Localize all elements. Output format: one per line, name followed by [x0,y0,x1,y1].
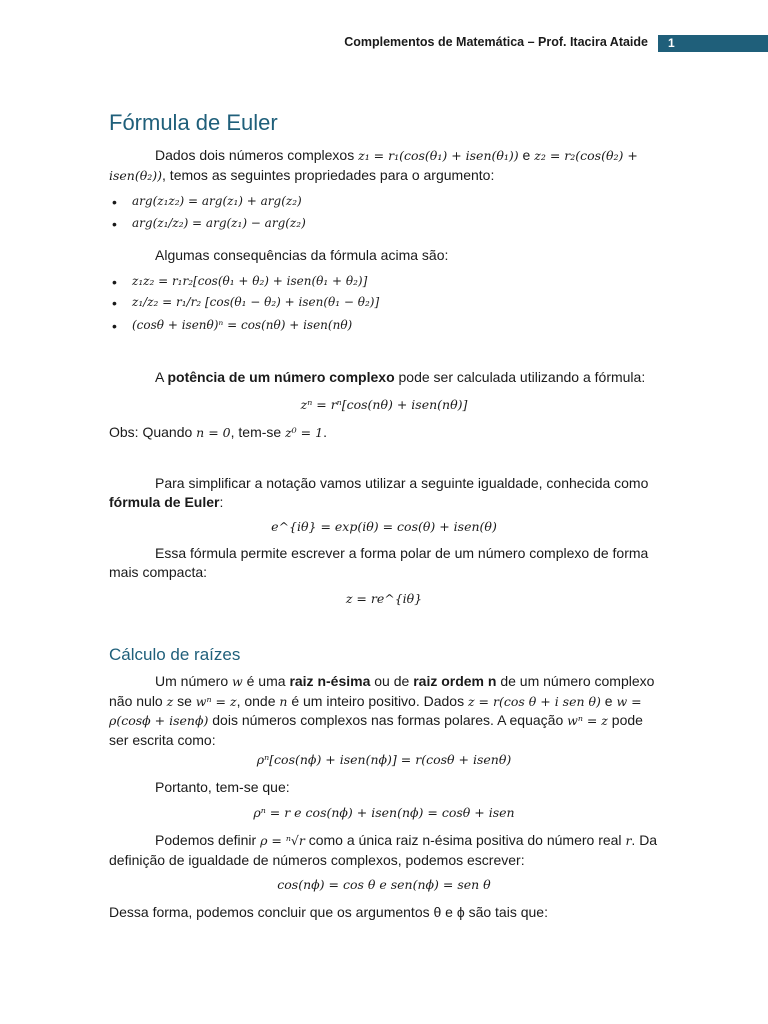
consequence-1: • z₁z₂ = r₁r₂[cos(θ₁ + θ₂) + isen(θ₁ + θ₂)] [112,274,368,290]
intro-paragraph: Dados dois números complexos z₁ = r₁(cos(θ₁) + isen(θ₁)) e z₂ = r₂(cos(θ₂) + isen(θ₂)), temos as seguintes propriedades para o argumento: [109,147,638,183]
euler-paragraph: Para simplificar a notação vamos utilizar a seguinte igualdade, conhecida como fórmula de Euler: [109,475,649,510]
polar-paragraph: Essa fórmula permite escrever a forma polar de um número complexo de forma mais compacta: [109,545,649,580]
consequences-text: Algumas consequências da fórmula acima são: [155,247,449,263]
portanto-text: Portanto, tem-se que: [155,779,290,795]
cos-sen-equation: cos(nϕ) = cos θ e sen(nϕ) = sen θ [277,877,491,892]
modulus-argument-equation: ρⁿ = r e cos(nϕ) + isen(nϕ) = cosθ + isen [253,805,515,820]
power-paragraph: A potência de um número complexo pode ser calculada utilizando a fórmula: [155,369,646,385]
polar-formula: z = re^{iθ} [345,591,423,606]
define-paragraph: Podemos definir ρ = ⁿ√r como a única raiz n-ésima positiva do número real r. Da definição de igualdade de números complexos, podemos escrever: [109,832,658,868]
consequence-2: • z₁/z₂ = r₁/r₂ [cos(θ₁ − θ₂) + isen(θ₁ − θ₂)] [112,295,380,311]
polar-equation: ρⁿ[cos(nϕ) + isen(nϕ)] = r(cosθ + isenθ) [256,752,512,767]
obs-paragraph: Obs: Quando n = 0, tem-se z⁰ = 1. [109,424,327,440]
power-formula: zⁿ = rⁿ[cos(nθ) + isen(nθ)] [300,397,468,412]
euler-formula: e^{iθ} = exp(iθ) = cos(θ) + isen(θ) [271,519,497,534]
section-title-roots: Cálculo de raízes [109,645,241,664]
page-number: 1 [658,35,768,52]
roots-definition: Um número w é uma raiz n-ésima ou de raiz ordem n de um número complexo não nulo z se wⁿ = z, onde n é um inteiro positivo. Dados z = r(cos θ + i sen θ) e w = ρ(cosϕ + isenϕ) dois números complexos nas formas polares. A equação wⁿ = z pode ser escrita como: [109,673,655,748]
header-title: Complementos de Matemática – Prof. Itacira Ataide [344,35,648,49]
consequence-3: • (cosθ + isenθ)ⁿ = cos(nθ) + isen(nθ) [112,318,353,334]
property-2: • arg(z₁/z₂) = arg(z₁) − arg(z₂) [112,216,306,232]
section-title-euler: Fórmula de Euler [109,110,278,135]
property-1: • arg(z₁z₂) = arg(z₁) + arg(z₂) [112,194,302,210]
conclusion-text: Dessa forma, podemos concluir que os argumentos θ e ϕ são tais que: [109,904,548,920]
